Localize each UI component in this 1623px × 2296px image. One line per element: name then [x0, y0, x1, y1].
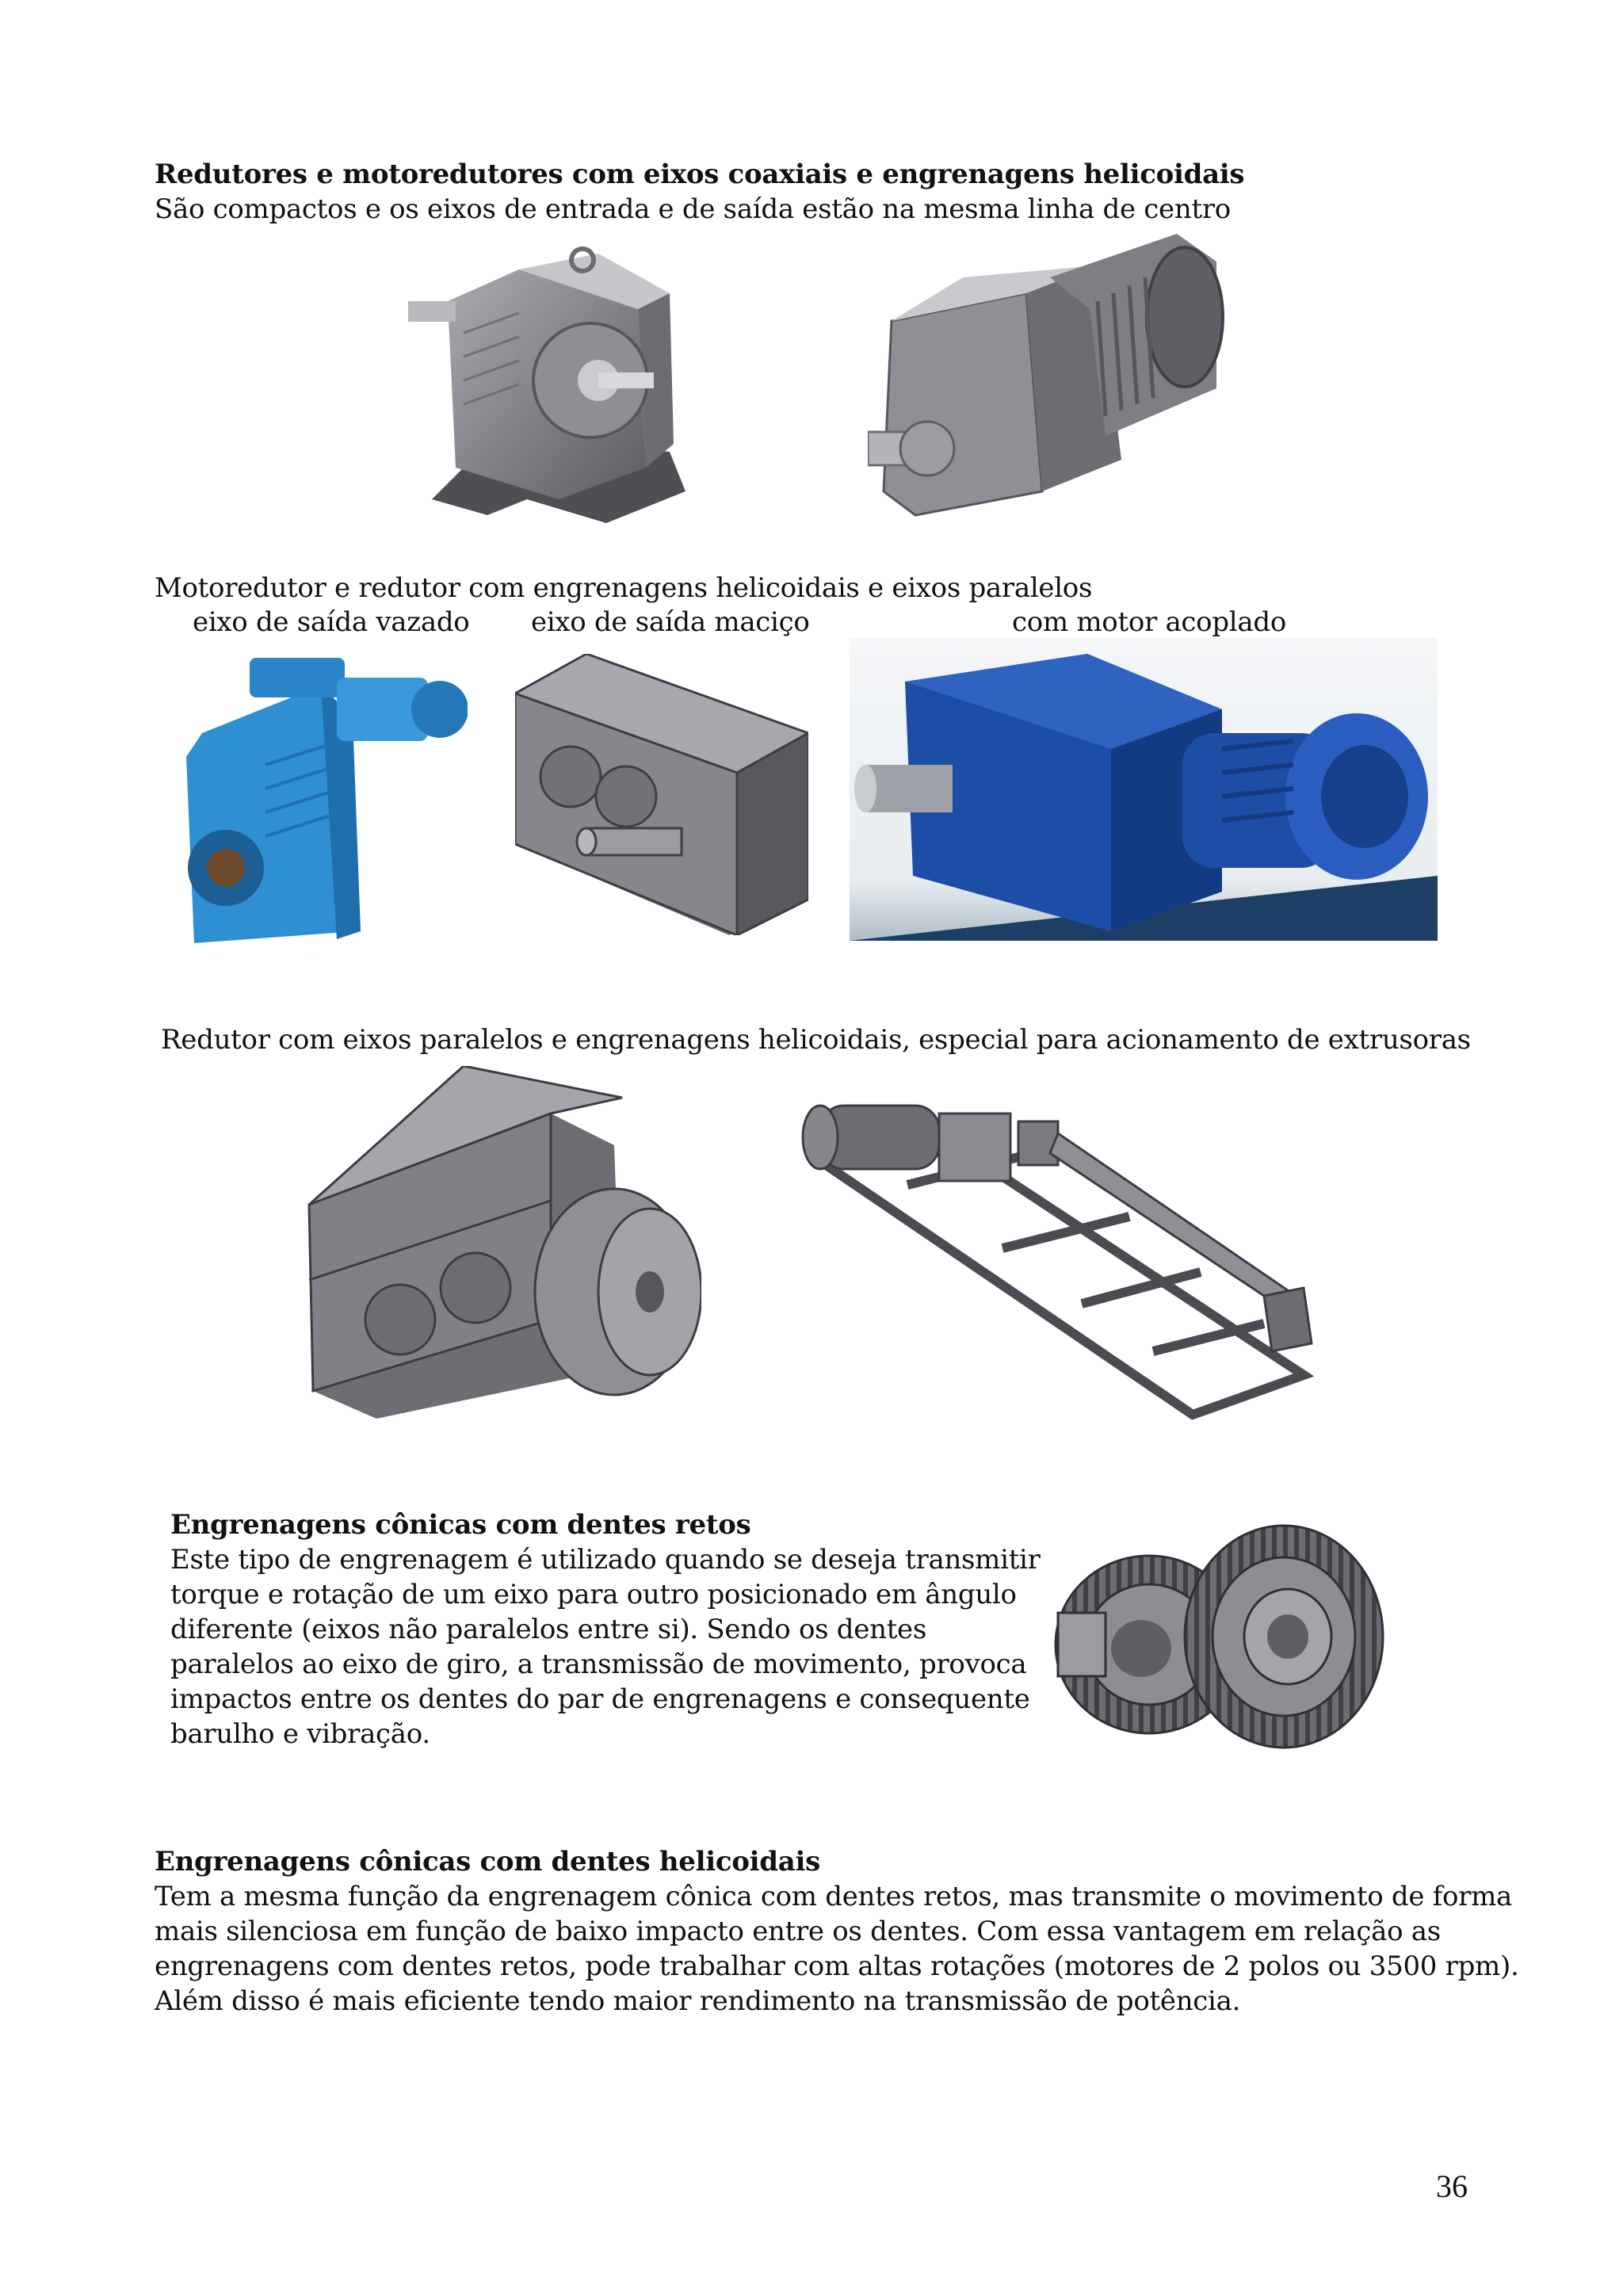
section1-title: Redutores e motoredutores com eixos coaxiais e engrenagens helicoidais: [155, 159, 1245, 190]
caption-coupled-motor: com motor acoplado: [1012, 606, 1286, 638]
body-line: mais silenciosa em função de baixo impacto entre os dentes. Com essa vantagem em relação as: [155, 1916, 1441, 1947]
section1-subtitle: São compactos e os eixos de entrada e de saída estão na mesma linha de centro: [155, 193, 1231, 225]
section2-title: Motoredutor e redutor com engrenagens helicoidais e eixos paralelos: [155, 572, 1093, 604]
extruder-drive-assembly-image: [796, 1058, 1327, 1435]
body-line: torque e rotação de um eixo para outro posicionado em ângulo: [170, 1579, 1017, 1610]
body-line: engrenagens com dentes retos, pode trabalhar com altas rotações (motores de 2 polos ou 3500 rpm).: [155, 1950, 1519, 1982]
caption-hollow-shaft: eixo de saída vazado: [193, 606, 470, 638]
straight-bevel-gears-image: [1050, 1518, 1387, 1752]
body-line: Este tipo de engrenagem é utilizado quando se deseja transmitir: [170, 1544, 1041, 1576]
extruder-reducer-image: [305, 1066, 701, 1419]
caption-solid-shaft: eixo de saída maciço: [531, 606, 810, 638]
page-number: 36: [1436, 2168, 1468, 2204]
body-line: paralelos ao eixo de giro, a transmissão de movimento, provoca: [170, 1648, 1027, 1680]
section4-body: [170, 1542, 1041, 1752]
coaxial-gearmotor-image: [868, 230, 1232, 531]
body-line: Além disso é mais eficiente tendo maior rendimento na transmissão de potência.: [155, 1985, 1241, 2017]
coupled-motor-gearmotor-image: [850, 638, 1438, 941]
body-line: barulho e vibração.: [170, 1718, 430, 1750]
body-line: impactos entre os dentes do par de engrenagens e consequente: [170, 1683, 1030, 1715]
body-line: Tem a mesma função da engrenagem cônica com dentes retos, mas transmite o movimento de forma: [155, 1881, 1513, 1912]
solid-shaft-reducer-image: [515, 654, 808, 935]
body-line: diferente (eixos não paralelos entre si). Sendo os dentes: [170, 1614, 927, 1645]
section5-body: [155, 1879, 1518, 2019]
hollow-shaft-gearmotor-image: [178, 638, 468, 947]
section5-title: Engrenagens cônicas com dentes helicoidais: [155, 1846, 820, 1878]
coaxial-reducer-image: [400, 238, 701, 531]
section3-title: Redutor com eixos paralelos e engrenagens helicoidais, especial para acionamento de extrusoras: [161, 1024, 1471, 1056]
section4-title: Engrenagens cônicas com dentes retos: [170, 1509, 751, 1541]
